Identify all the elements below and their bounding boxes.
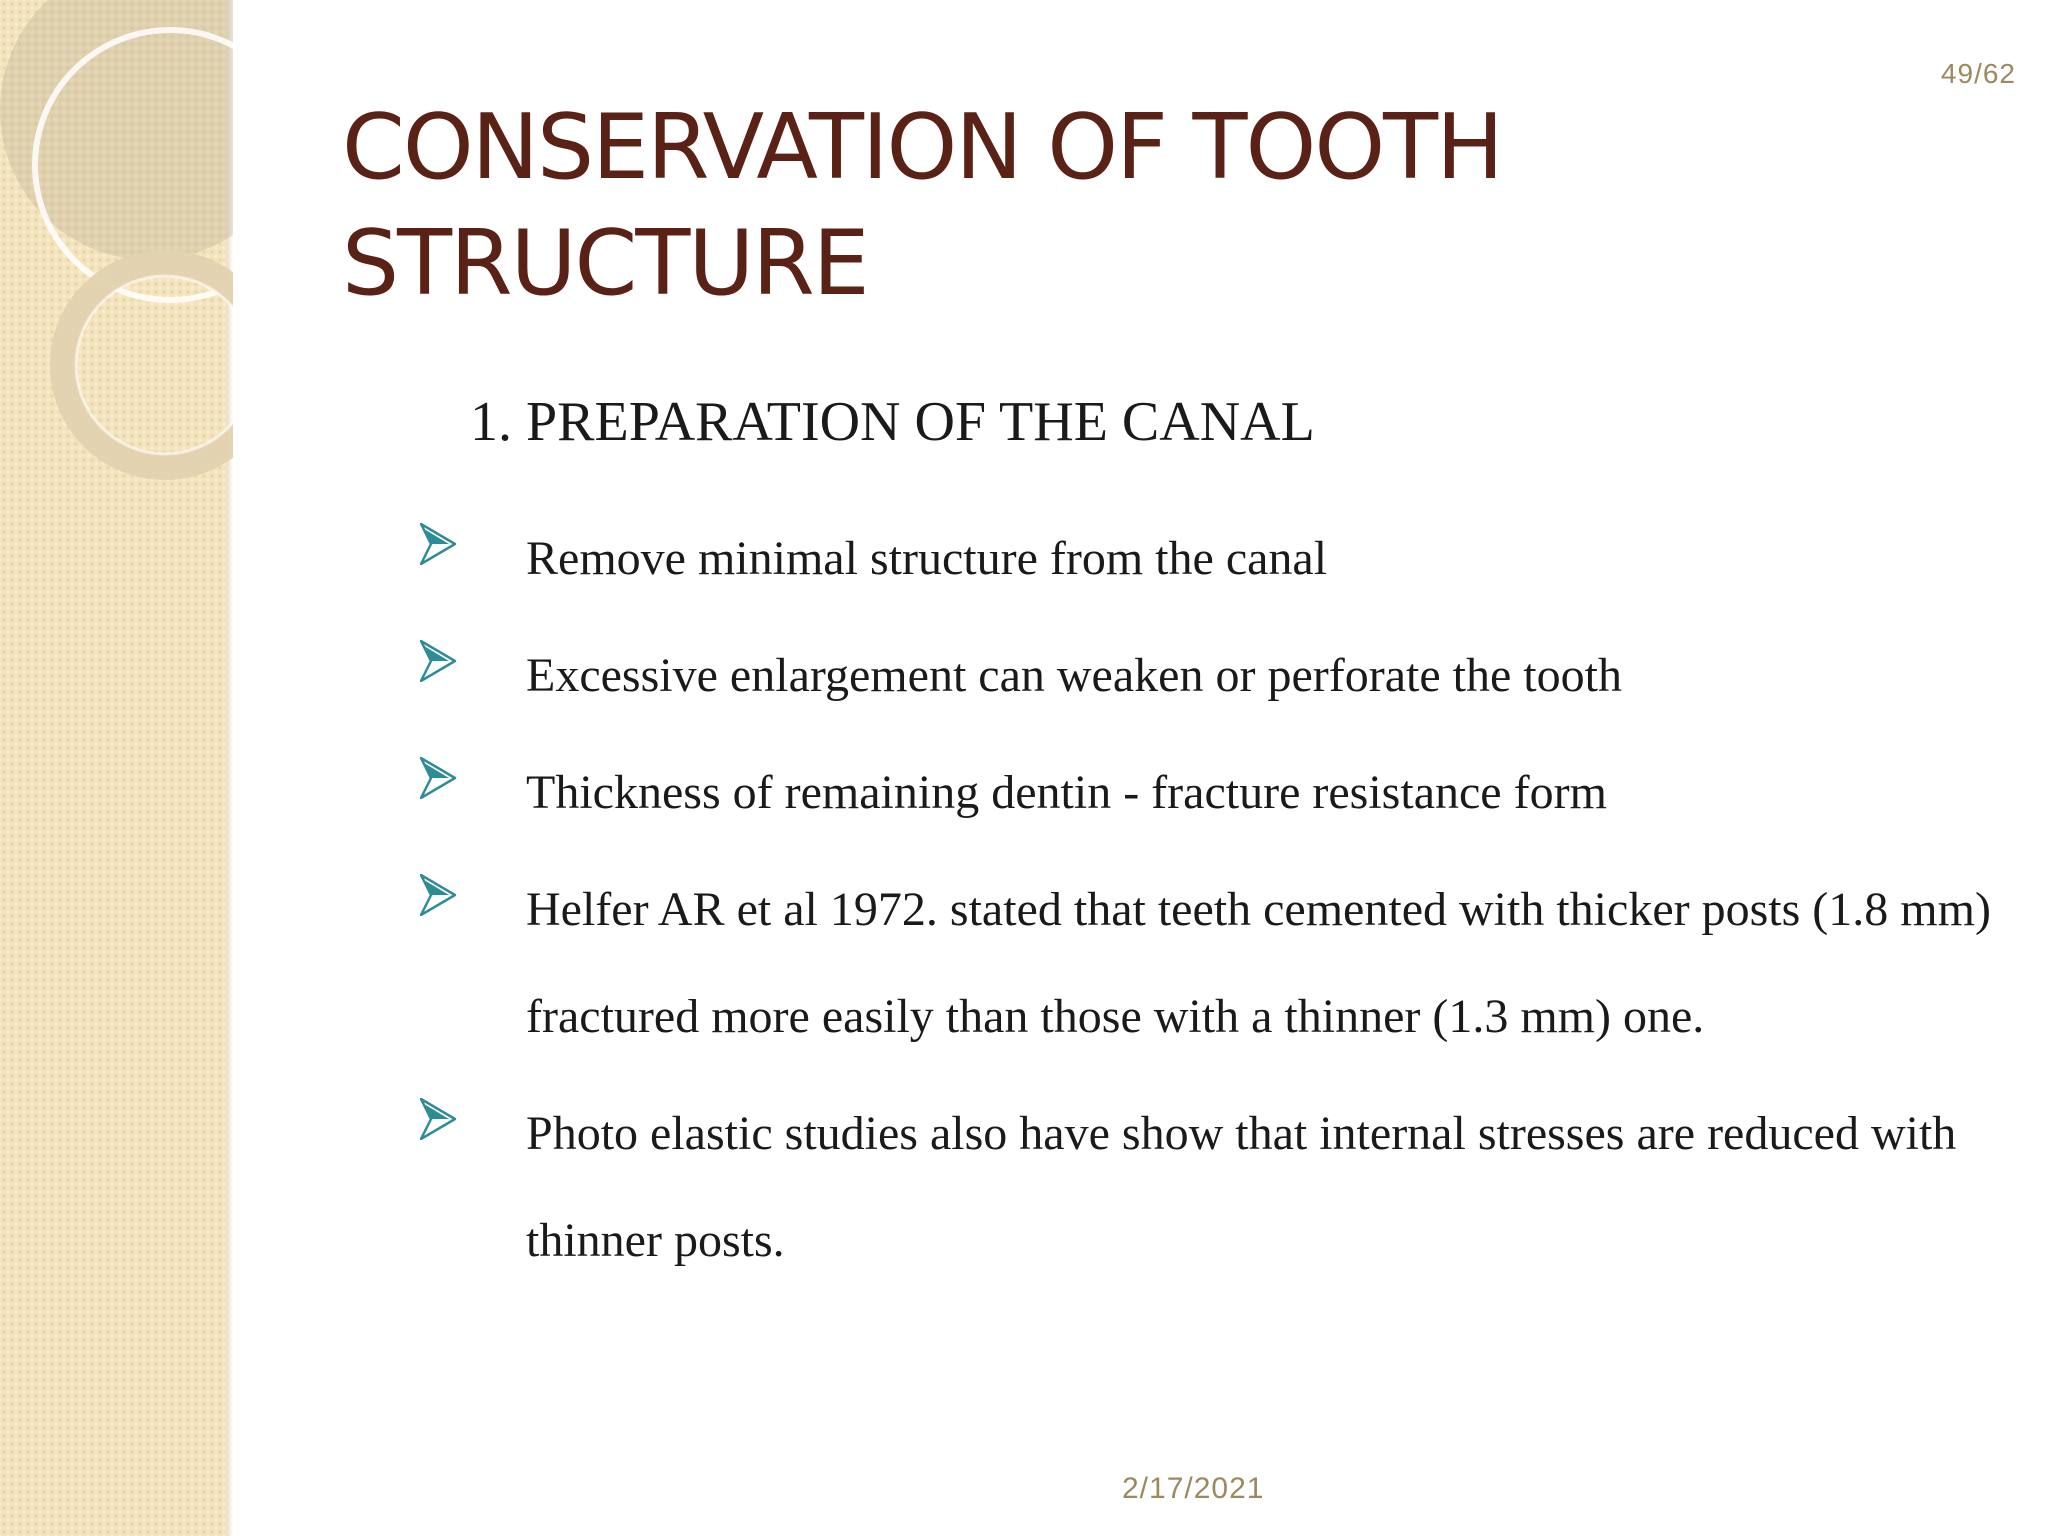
bullet-text-4: Helfer AR et al 1972. stated that teeth cemented with thicker posts (1.8 mm) fractured more easily than those with a thinner (1.3 mm) one.	[526, 883, 1991, 1043]
bullet-item-2	[420, 622, 2010, 729]
bullet-text-2: Excessive enlargement can weaken or perforate the tooth	[526, 649, 1622, 702]
slide-title-line-2: STRUCTURE	[342, 211, 868, 316]
bullet-item-1	[420, 505, 2010, 612]
bullet-list	[420, 505, 2010, 1304]
bullet-item-5	[420, 1080, 2010, 1294]
arrowhead-bullet-icon	[420, 523, 456, 565]
ring-small-inner	[76, 276, 233, 454]
bullet-text-1: Remove minimal structure from the canal	[526, 532, 1328, 585]
page-number: 49/62	[1940, 58, 2016, 89]
arrowhead-bullet-icon	[420, 757, 456, 799]
arrowhead-bullet-icon	[420, 1098, 456, 1140]
bullet-text-5: Photo elastic studies also have show that internal stresses are reduced with thinner posts.	[526, 1107, 1957, 1267]
bullet-item-4	[420, 856, 2010, 1070]
section-subheading: 1. PREPARATION OF THE CANAL	[470, 391, 1315, 453]
slide-title	[342, 90, 1642, 322]
bullet-item-3	[420, 739, 2010, 846]
slide-title-line-1: CONSERVATION OF TOOTH	[342, 95, 1502, 200]
arrowhead-bullet-icon	[420, 640, 456, 682]
footer-date: 2/17/2021	[1122, 1472, 1265, 1505]
arrowhead-bullet-icon	[420, 874, 456, 916]
bullet-text-3: Thickness of remaining dentin - fracture resistance form	[526, 766, 1607, 819]
rings-decoration-icon	[0, 0, 233, 520]
